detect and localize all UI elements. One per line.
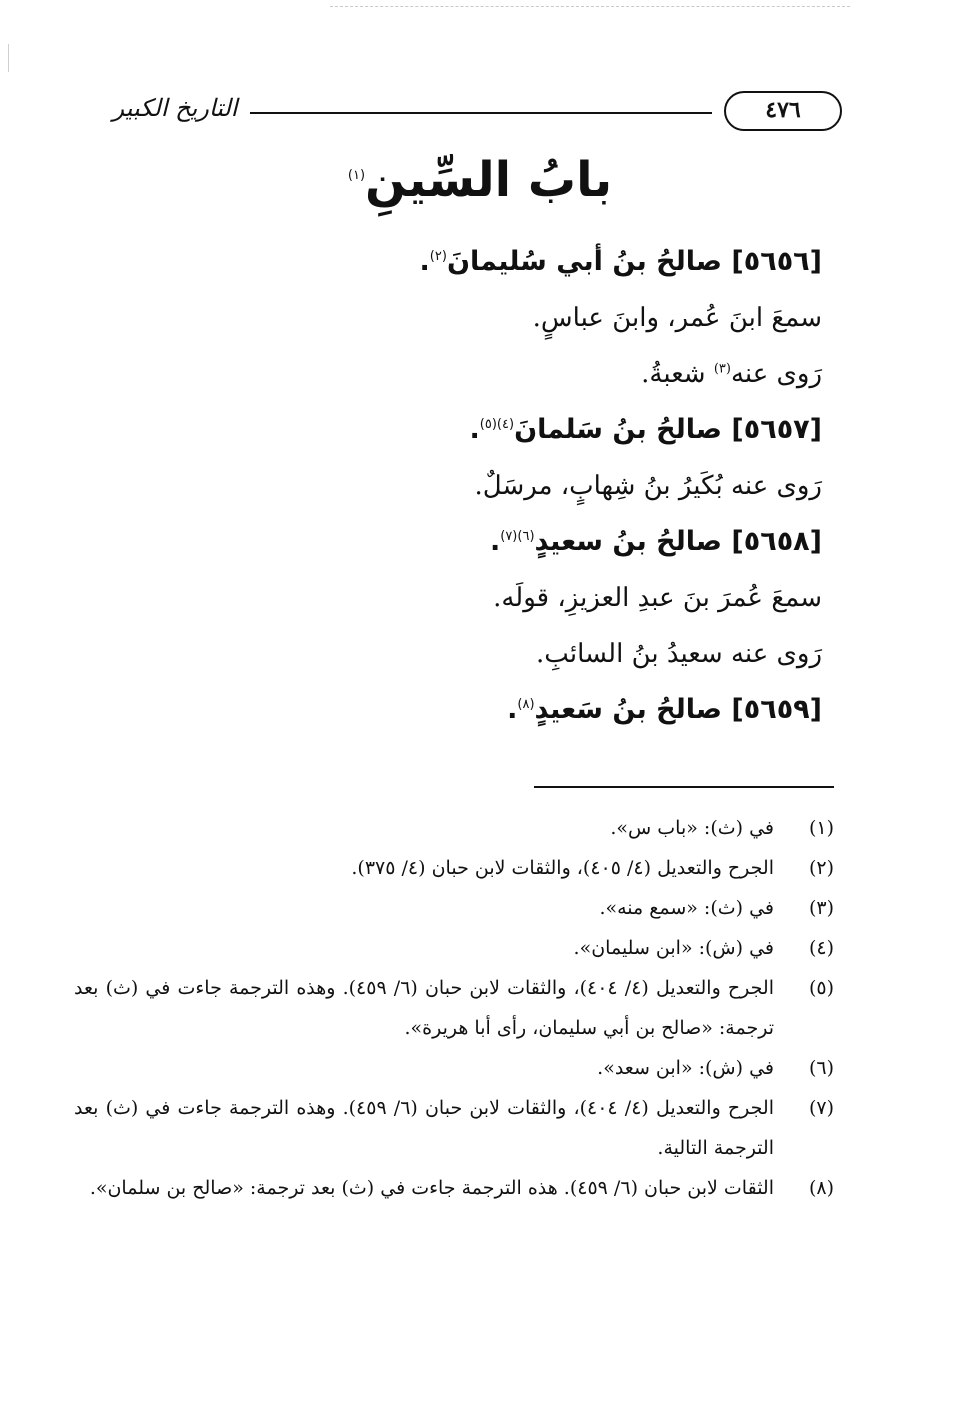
book-title: التاريخ الكبير bbox=[112, 94, 238, 122]
footnote-number: (٣) bbox=[808, 897, 834, 919]
footnote-ref: (١) bbox=[347, 168, 366, 183]
entry-text bbox=[262, 346, 822, 402]
footnote-ref: (٣) bbox=[713, 361, 731, 377]
footnote-number: (٦) bbox=[808, 1057, 834, 1079]
entry-end-text: . bbox=[489, 526, 501, 557]
footnote bbox=[74, 888, 834, 928]
footnote-number: (٥) bbox=[808, 977, 834, 999]
entry-main-text: [٥٦٥٦] صالحُ بنُ أبي سُليمانَ bbox=[446, 246, 822, 277]
running-header bbox=[100, 88, 842, 138]
footnote-text: الجرح والتعديل (٤/ ٤٠٤)، والثقات لابن حبان (٦/ ٤٥٩). وهذه الترجمة جاءت في (ث) بعد الترجمة التالية. bbox=[74, 1097, 774, 1159]
footnote-ref: (٨) bbox=[517, 697, 535, 712]
footnote-number: (٤) bbox=[808, 937, 834, 959]
entry-text bbox=[262, 290, 822, 346]
footnote-text: الثقات لابن حبان (٦/ ٤٥٩). هذه الترجمة جاءت في (ث) بعد ترجمة: «صالح بن سلمان». bbox=[89, 1177, 774, 1199]
entry-main-text: رَوى عنه بُكَيرُ بنُ شِهابٍ، مرسَلٌ. bbox=[474, 471, 822, 501]
footnote-text: في (ش): «ابن سعد». bbox=[597, 1057, 774, 1079]
entry-main-text: سمعَ ابنَ عُمر، وابنَ عباسٍ. bbox=[532, 303, 822, 333]
chapter-title: بابُ السِّينِ bbox=[365, 152, 613, 208]
entry-main-text: [٥٦٥٨] صالحُ بنُ سعيدٍ bbox=[534, 526, 822, 557]
entry-heading bbox=[262, 234, 822, 290]
footnote-number: (٨) bbox=[808, 1177, 834, 1199]
footnote-number: (٧) bbox=[808, 1097, 834, 1119]
entry-main-text: رَوى عنه bbox=[730, 359, 822, 389]
entries-list bbox=[262, 234, 822, 738]
footnote bbox=[74, 1168, 834, 1208]
footnote-ref: (٦)(٧) bbox=[500, 529, 535, 544]
entry-end-text: . bbox=[419, 246, 430, 277]
entry-heading bbox=[262, 402, 822, 458]
footnote-text: في (ث): «سمع منه». bbox=[599, 897, 774, 919]
scan-artifact-top bbox=[330, 6, 850, 9]
footnotes-list bbox=[74, 808, 834, 1208]
footnote bbox=[74, 808, 834, 848]
entry-text bbox=[262, 570, 822, 626]
entry-end-text: . bbox=[507, 694, 518, 725]
entry-text bbox=[262, 458, 822, 514]
scan-artifact-left bbox=[8, 44, 9, 72]
footnote bbox=[74, 1048, 834, 1088]
entry-heading bbox=[262, 514, 822, 570]
entry-main-text: سمعَ عُمرَ بنَ عبدِ العزيزِ، قولَه. bbox=[493, 583, 822, 613]
footnote-separator bbox=[534, 786, 834, 788]
footnote-text: الجرح والتعديل (٤/ ٤٠٥)، والثقات لابن حبان (٤/ ٣٧٥). bbox=[351, 857, 774, 879]
footnote bbox=[74, 1088, 834, 1168]
footnote-ref: (٢) bbox=[429, 249, 447, 264]
footnote bbox=[74, 848, 834, 888]
footnote-ref: (٤)(٥) bbox=[479, 417, 515, 432]
footnote bbox=[74, 968, 834, 1048]
footnote-text: في (ش): «ابن سليمان». bbox=[573, 937, 774, 959]
chapter-heading bbox=[270, 140, 690, 220]
footnote-text: في (ث): «باب س». bbox=[610, 817, 774, 839]
footnote-number: (١) bbox=[808, 817, 834, 839]
entry-main-text: رَوى عنه سعيدُ بنُ السائبِ. bbox=[536, 639, 822, 669]
page-number: ٤٧٦ bbox=[724, 91, 842, 131]
entry-main-text: [٥٦٥٧] صالحُ بنُ سَلمانَ bbox=[514, 414, 822, 445]
entry-heading bbox=[262, 682, 822, 738]
footnote-number: (٢) bbox=[808, 857, 834, 879]
entry-main-text: [٥٦٥٩] صالحُ بنُ سَعيدٍ bbox=[534, 694, 822, 725]
entry-end-text: شعبةُ. bbox=[641, 359, 714, 389]
footnote bbox=[74, 928, 834, 968]
entry-end-text: . bbox=[469, 414, 480, 445]
header-rule bbox=[250, 112, 712, 114]
footnote-text: الجرح والتعديل (٤/ ٤٠٤)، والثقات لابن حبان (٦/ ٤٥٩). وهذه الترجمة جاءت في (ث) بعد ترجمة: «صالح بن أبي سليمان، رأى أبا هريرة». bbox=[74, 977, 774, 1039]
entry-text bbox=[262, 626, 822, 682]
